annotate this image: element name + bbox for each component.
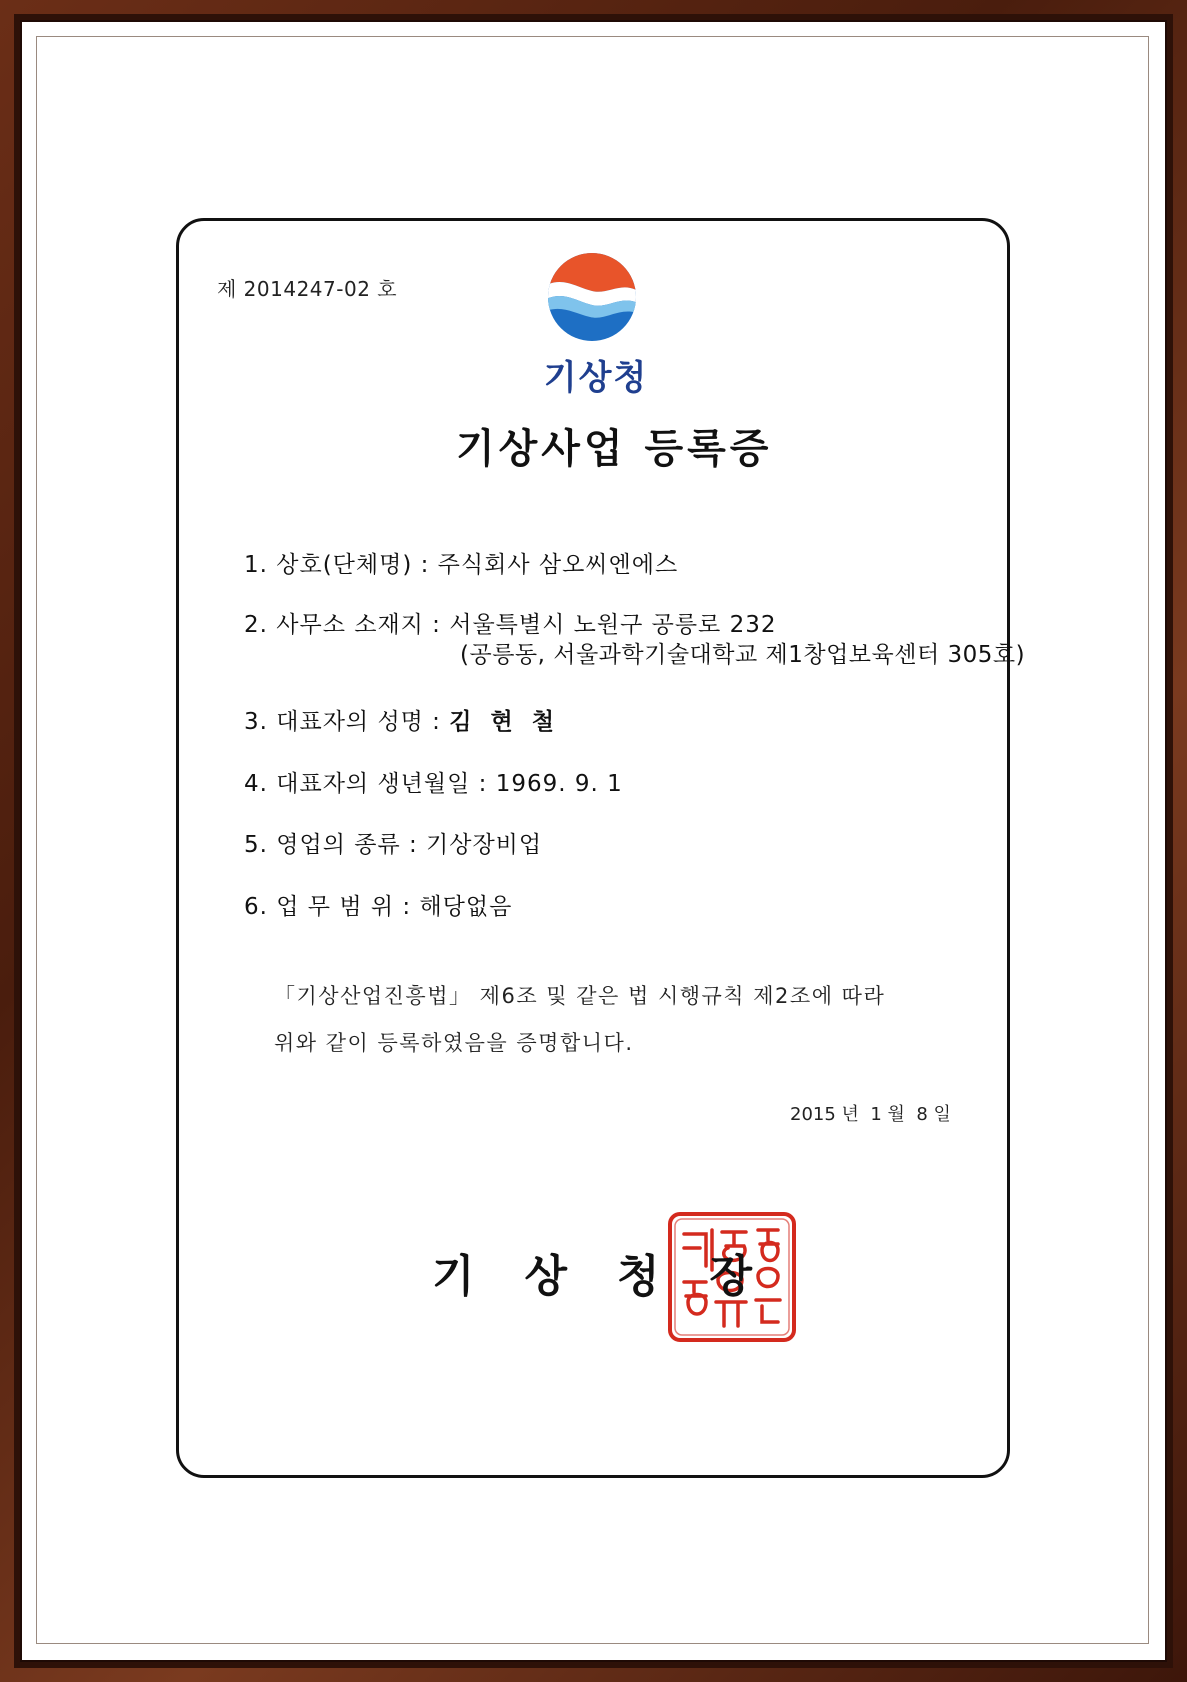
field-value: 서울특별시 노원구 공릉로 232 — [449, 612, 777, 638]
document-title: 기상사업 등록증 — [456, 426, 773, 472]
address-line-2: (공릉동, 서울과학기술대학교 제1창업보육센터 305호) — [460, 642, 1026, 668]
registration-number: 제 2014247-02 호 — [217, 277, 398, 301]
field-representative-name — [244, 703, 555, 736]
statement-line-2: 위와 같이 등록하였음을 증명합니다. — [274, 1031, 634, 1055]
kma-emblem-icon — [546, 251, 638, 343]
field-value: 주식회사 삼오씨엔에스 — [437, 552, 679, 578]
field-business-type — [244, 826, 542, 859]
field-value: 1969. 9. 1 — [495, 771, 623, 797]
issue-date: 2015 년 1 월 8 일 — [790, 1104, 951, 1125]
agency-logo-text: 기상청 — [543, 358, 649, 398]
field-office-address — [244, 606, 776, 639]
field-label: 6. 업 무 범 위 : — [244, 894, 420, 920]
field-value: 기상장비업 — [426, 832, 543, 858]
field-label: 4. 대표자의 생년월일 : — [244, 771, 496, 797]
field-representative-birthdate — [244, 765, 623, 798]
field-business-scope — [244, 888, 512, 921]
field-label: 3. 대표자의 성명 : — [244, 709, 450, 735]
issuer-name: 기상청장 — [432, 1251, 803, 1302]
field-label: 2. 사무소 소재지 : — [244, 612, 450, 638]
field-label: 5. 영업의 종류 : — [244, 832, 427, 858]
field-company-name — [244, 546, 678, 579]
field-label: 1. 상호(단체명) : — [244, 552, 438, 578]
field-value: 해당없음 — [419, 894, 513, 920]
field-value: 김 현 철 — [449, 709, 555, 735]
statement-line-1: 「기상산업진흥법」 제6조 및 같은 법 시행규칙 제2조에 따라 — [274, 984, 886, 1008]
